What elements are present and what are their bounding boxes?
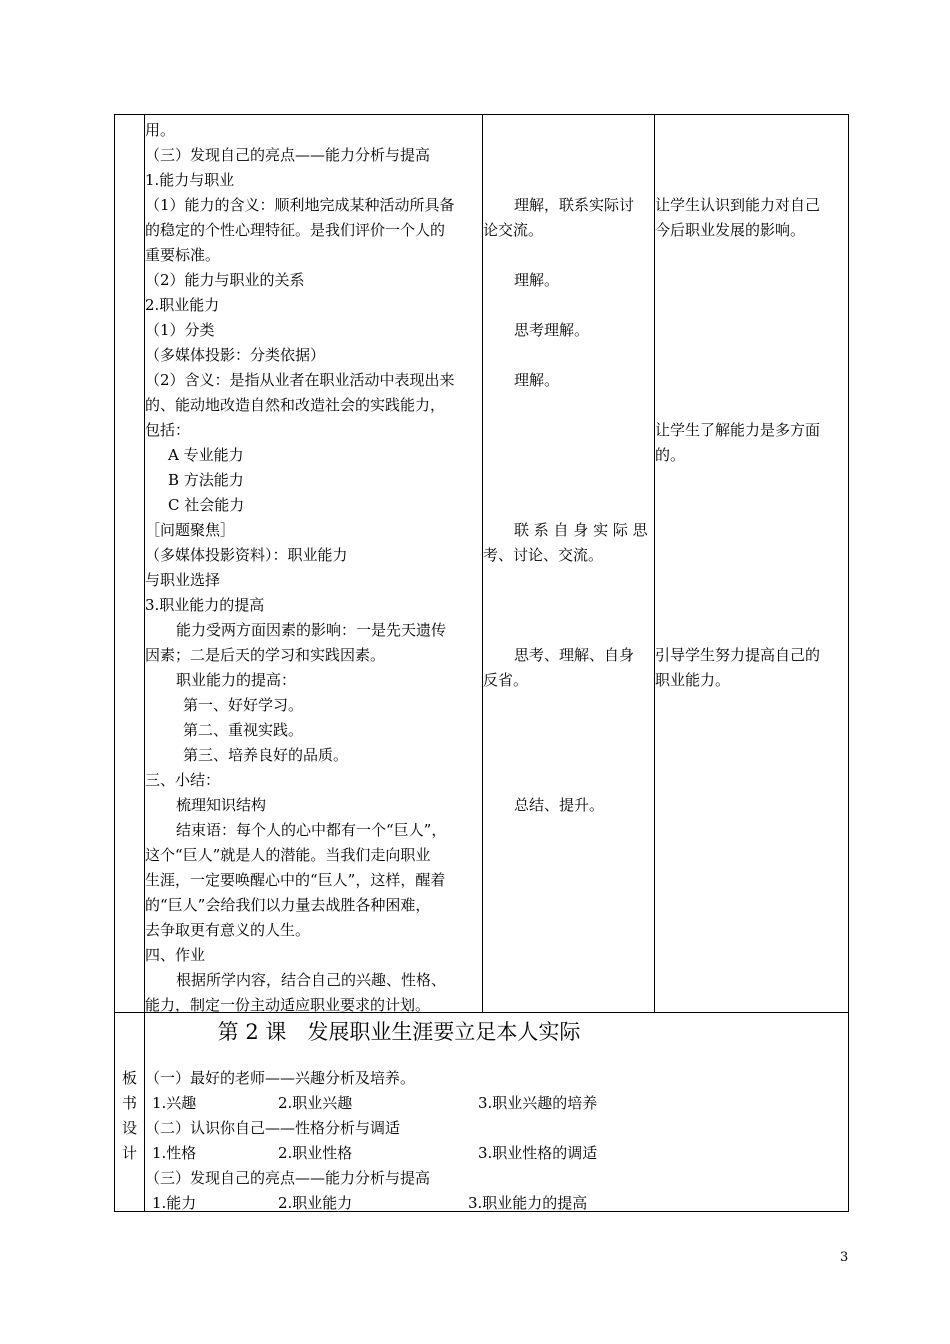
board-line: （二）认识你自己——性格分析与调适 bbox=[145, 1119, 401, 1137]
content-line: （2）能力与职业的关系 bbox=[145, 271, 305, 289]
activity-line: 考、讨论、交流。 bbox=[483, 546, 604, 564]
activity-line: 思考、理解、自身 bbox=[514, 646, 635, 664]
content-line: 重要标准。 bbox=[145, 246, 221, 264]
board-design-label bbox=[115, 1066, 144, 1166]
table-right-border bbox=[848, 114, 849, 1212]
content-line: 1.能力与职业 bbox=[145, 171, 235, 189]
content-line: 根据所学内容，结合自己的兴趣、性格、 bbox=[176, 971, 447, 989]
board-line: 3.职业性格的调适 bbox=[478, 1144, 598, 1162]
content-line: A 专业能力 bbox=[168, 446, 244, 464]
column-divider-3 bbox=[654, 114, 655, 1012]
board-line: （三）发现自己的亮点——能力分析与提高 bbox=[145, 1169, 431, 1187]
content-line: 职业能力的提高： bbox=[176, 671, 297, 689]
board-line: 1.能力 bbox=[152, 1194, 197, 1212]
content-line: 能力，制定一份主动适应职业要求的计划。 bbox=[145, 996, 431, 1014]
content-line: 四、作业 bbox=[145, 946, 206, 964]
intent-line: 今后职业发展的影响。 bbox=[655, 221, 806, 239]
intent-line: 的。 bbox=[655, 446, 686, 464]
content-line: 包括： bbox=[145, 421, 191, 439]
page-number: 3 bbox=[840, 1250, 849, 1265]
content-line: 第三、培养良好的品质。 bbox=[183, 746, 349, 764]
board-line: 1.性格 bbox=[152, 1144, 197, 1162]
content-line: 结束语：每个人的心中都有一个“巨人”， bbox=[176, 821, 447, 839]
content-line: 3.职业能力的提高 bbox=[145, 596, 265, 614]
table-left-border bbox=[114, 114, 115, 1212]
intent-line: 引导学生努力提高自己的 bbox=[655, 646, 821, 664]
content-line: （2）含义：是指从业者在职业活动中表现出来 bbox=[145, 371, 455, 389]
intent-line: 职业能力。 bbox=[655, 671, 731, 689]
board-label-char: 板 bbox=[121, 1069, 137, 1087]
activity-line: 联 系 自 身 实 际 思 bbox=[514, 521, 648, 539]
activity-line: 总结、提升。 bbox=[514, 796, 605, 814]
content-line: 去争取更有意义的人生。 bbox=[145, 921, 311, 939]
board-line: 2.职业能力 bbox=[278, 1194, 353, 1212]
activity-line: 理解。 bbox=[514, 371, 560, 389]
content-line: 的“巨人”会给我们以力量去战胜各种困难， bbox=[145, 896, 431, 914]
content-line: 梳理知识结构 bbox=[176, 796, 267, 814]
content-line: ［问题聚焦］ bbox=[145, 521, 236, 539]
activity-line: 论交流。 bbox=[483, 221, 544, 239]
board-label-char: 设 bbox=[121, 1119, 137, 1137]
content-line: （多媒体投影资料）：职业能力 bbox=[145, 546, 348, 564]
content-line: C 社会能力 bbox=[168, 496, 245, 514]
content-line: （三）发现自己的亮点——能力分析与提高 bbox=[145, 146, 431, 164]
content-line: 生涯，一定要唤醒心中的“巨人”，这样，醒着 bbox=[145, 871, 446, 889]
content-line: 三、小结： bbox=[145, 771, 221, 789]
activity-line: 理解，联系实际讨 bbox=[514, 196, 635, 214]
board-line: （一）最好的老师——兴趣分析及培养。 bbox=[145, 1069, 416, 1087]
content-line: 与职业选择 bbox=[145, 571, 221, 589]
activity-line: 理解。 bbox=[514, 271, 560, 289]
content-line: （1）分类 bbox=[145, 321, 215, 339]
board-line: 2.职业性格 bbox=[278, 1144, 353, 1162]
content-line: B 方法能力 bbox=[168, 471, 244, 489]
activity-line: 思考理解。 bbox=[514, 321, 590, 339]
content-line: 2.职业能力 bbox=[145, 296, 220, 314]
content-line: （1）能力的含义：顺利地完成某种活动所具备 bbox=[145, 196, 455, 214]
lesson-title: 第 2 课 发展职业生涯要立足本人实际 bbox=[217, 1020, 581, 1044]
intent-line: 让学生认识到能力对自己 bbox=[655, 196, 821, 214]
content-line: 第一、好好学习。 bbox=[183, 696, 304, 714]
content-line: 第二、重视实践。 bbox=[183, 721, 304, 739]
content-line: 的稳定的个性心理特征。是我们评价一个人的 bbox=[145, 221, 446, 239]
content-line: （多媒体投影：分类依据） bbox=[145, 346, 326, 364]
content-line: 的、能动地改造自然和改造社会的实践能力， bbox=[145, 396, 446, 414]
content-line: 能力受两方面因素的影响：一是先天遗传 bbox=[176, 621, 447, 639]
board-label-char: 计 bbox=[121, 1144, 137, 1162]
board-line: 2.职业兴趣 bbox=[278, 1094, 353, 1112]
content-line: 用。 bbox=[145, 121, 176, 139]
content-line: 这个“巨人”就是人的潜能。当我们走向职业 bbox=[145, 846, 431, 864]
board-line: 3.职业能力的提高 bbox=[468, 1194, 588, 1212]
board-label-char: 书 bbox=[121, 1094, 137, 1112]
board-line: 1.兴趣 bbox=[152, 1094, 197, 1112]
activity-line: 反省。 bbox=[483, 671, 529, 689]
board-line: 3.职业兴趣的培养 bbox=[478, 1094, 598, 1112]
content-line: 因素；二是后天的学习和实践因素。 bbox=[145, 646, 386, 664]
intent-line: 让学生了解能力是多方面 bbox=[655, 421, 821, 439]
